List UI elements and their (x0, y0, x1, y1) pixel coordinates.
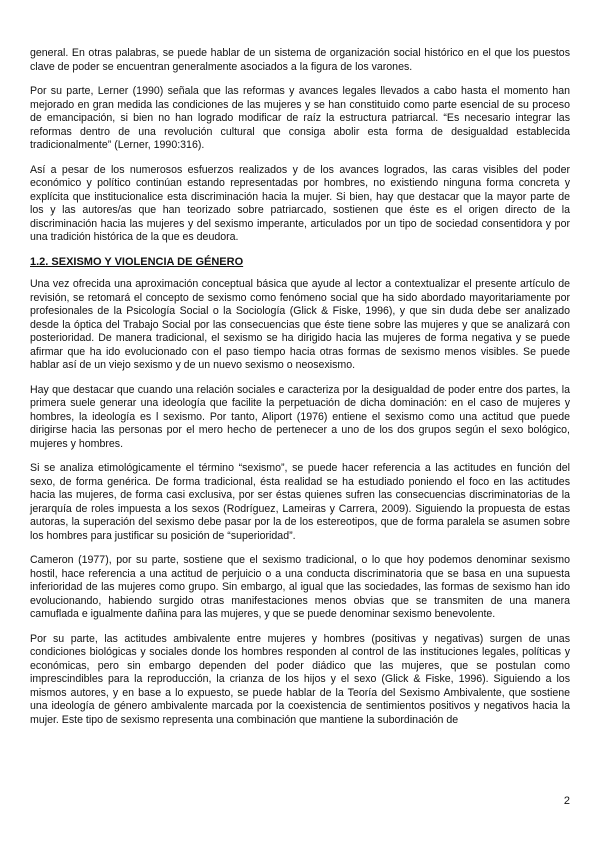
paragraph-etymology: Si se analiza etimológicamente el término “sexismo”, se puede hacer referencia a las actitudes en función del sexo, de forma genérica. De forma tradicional, ésta realidad se ha estudiado poniendo el foco en las actitudes hacia las mujeres, de forma casi exclusiva, por ser éstas quienes sufren las consecuencias discriminatorias de la jerarquía de roles impuesta a los sexos (Rodríguez, Lameiras y Carrera, 2009). Siguiendo la propuesta de estas autoras, la superación del sexismo debe pasar por la de los estereotipos, que de forma paralela se asumen sobre los hombres para justificar su posición de “superioridad”. (30, 462, 570, 542)
document-page (30, 47, 570, 738)
paragraph-hostile-sexism: Cameron (1977), por su parte, sostiene que el sexismo tradicional, o lo que hoy podemos denominar sexismo hostil, hace referencia a una actitud de perjuicio o a una conducta discriminatoria que se basa en una supuesta inferioridad de las mujeres como grupo. Sin embargo, al igual que las sociedades, las formas de sexismo han ido evolucionando, habiendo surgido otras manifestaciones menos obvias que se transmiten de una manera camuflada e igualmente dañina para las mujeres, y que se puede denominar sexismo benevolente. (30, 554, 570, 620)
page-number: 2 (563, 795, 570, 807)
paragraph-ambivalent-sexism: Por su parte, las actitudes ambivalente entre mujeres y hombres (positivas y negativas) surgen de unas condiciones biológicas y sociales donde los hombres responden al control de las instituciones legales, políticas y económicas, pero sin embargo dependen del poder diádico que las mujeres, que se postulan como imprescindibles para la reproducción, la crianza de los hijos y el sexo (Glick & Fiske, 1996). Siguiendo a los mismos autores, y en base a lo expuesto, se puede hablar de la Teoría del Sexismo Ambivalente, que sostiene una ideología de género ambivalente marcada por la coexistencia de sentimientos positivos y negativos hacia la mujer. Este tipo de sexismo representa una combinación que mantiene la subordinación de (30, 632, 570, 726)
paragraph-visible-power: Así a pesar de los numerosos esfuerzos realizados y de los avances logrados, las caras visibles del poder económico y político continúan estando representadas por hombres, no existiendo ninguna forma concreta y explícita que institucionalice esta discriminación hacia la mujer. Si bien, hay que destacar que la mayor parte de los y las autores/as que han teorizado sobre patriarcado, sostienen que éste es el origen directo de la discriminación hacia las mujeres y del sexismo imperante, articulados por un tipo de sociedad consentidora y por una tradición histórica de la que es deudora. (30, 163, 570, 243)
section-heading: 1.2. SEXISMO Y VIOLENCIA DE GÉNERO (30, 255, 244, 268)
paragraph-patriarchy-intro: general. En otras palabras, se puede hablar de un sistema de organización social histórico en el que los puestos clave de poder se encuentran generalmente asociados a la figura de los varones. (30, 47, 570, 73)
paragraph-sexism-concept: Una vez ofrecida una aproximación conceptual básica que ayude al lector a contextualizar el presente artículo de revisión, se retomará el concepto de sexismo como fenómeno social que ha sido abordado mayoritariamente por profesionales de la Psicología Social o la Sociología (Glick & Fiske, 1996), y que sin duda debe ser analizado desde la óptica del Trabajo Social por las consecuencias que éste tiene sobre las mujeres y que se analizará con posterioridad. De manera tradicional, el sexismo se ha dirigido hacia las mujeres de forma negativa y se puede afirmar que ha ido evolucionado con el paso tiempo hacia otras formas de sexismo menos visibles. Se puede hablar así de un viejo sexismo y de un nuevo sexismo o neosexismo. (30, 278, 570, 371)
paragraph-lerner: Por su parte, Lerner (1990) señala que las reformas y avances legales llevados a cabo hasta el momento han mejorado en gran medida las condiciones de las mujeres y se han constituido como parte esencial de su proceso de emancipación, si bien no han logrado modificar de raíz la estructura patriarcal. “Es necesario integrar las reformas dentro de una revolución cultural que consiga abolir esta forma de desigualdad establecida tradicionalmente” (Lerner, 1990:316). (30, 85, 570, 151)
paragraph-ideology: Hay que destacar que cuando una relación sociales e caracteriza por la desigualdad de poder entre dos partes, la primera suele generar una ideología que facilite la perpetuación de dicha dominación: en el caso de mujeres y hombres, la ideología es l sexismo. Por tanto, Aliport (1976) entiene el sexismo como una actitud que puede dirigirse hacia las personas por el mero hecho de pertenecer a uno de los dos grupos según el sexo bológico, mujeres y hombres. (30, 383, 570, 450)
